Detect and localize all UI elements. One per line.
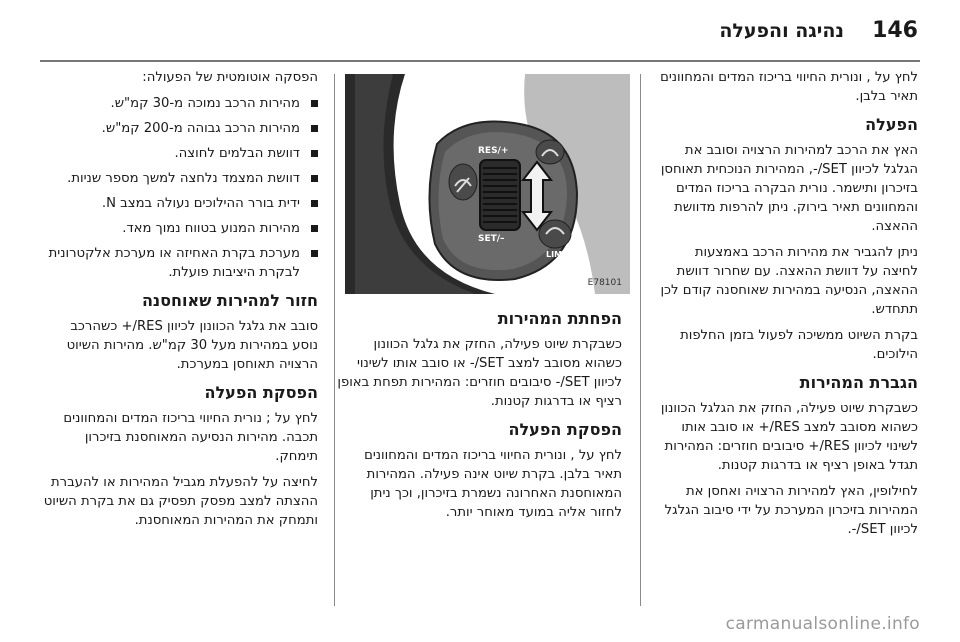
- deactivation-heading: הפסקת הפעלה: [508, 420, 622, 439]
- deactivation-heading: הפסקת הפעלה: [204, 383, 318, 402]
- chapter-title: נהיגה והפעלה: [719, 20, 844, 42]
- activation-paragraph: האץ את הרכב למהירות הרצויה וסובב את הגלגל לכיוון SET/-, המהירות הנוכחית תאוחסן בזיכרון ותישמר. נורית הבקרה בריכוז המדים והמחוונים תאיר בירוק. ניתן להרפות מדוושת ההאצה.: [660, 143, 918, 234]
- list-item: מהירות הרכב נמוכה מ-30 קמ"ש.: [42, 94, 318, 113]
- deactivation-paragraph: לחיצה על להפעלת מגביל המהירות או להעברת ההצתה למצב מפסק תפסיק גם את בקרת השיוט ותמחק את המהירות המאוחסנת.: [43, 475, 318, 528]
- res-label: RES/+: [478, 146, 509, 156]
- column-right: [656, 68, 918, 546]
- activation-paragraph: ניתן להגביר את מהירות הרכב באמצעות לחיצה על דוושת ההאצה. עם שחרור דוושת ההאצה, הנסיעה במהירות שאוחסנה קודם לכן תתחדש.: [660, 245, 918, 317]
- list-item: דוושת הבלמים לחוצה.: [42, 144, 318, 163]
- intro-paragraph: לחץ על , ונורית החיווי בריכוז המדים והמחוונים תאיר בלבן.: [660, 70, 918, 104]
- list-item: דוושת המצמד נלחצה למשך מספר שניות.: [42, 169, 318, 188]
- list-item: ידית בורר ההילוכים נעולה במצב N.: [42, 194, 318, 213]
- figure-code: E78101: [587, 278, 622, 288]
- auto-deactivation-list: [42, 94, 318, 282]
- list-item: מהירות הרכב גבוהה מ-200 קמ"ש.: [42, 119, 318, 138]
- steering-wheel-illustration: [345, 74, 630, 294]
- increase-speed-heading: הגברת המהירות: [799, 373, 918, 392]
- increase-speed-paragraph: כשבקרת שיוט פעילה, החזק את הגלגל הכוונון כשהוא מסובב למצב RES/+ או סובב אותו לשינוי לכיוון RES/+ סיבובים חוזרים: המהירות תגדל באופן רציף או בדרגות קטנות.: [660, 401, 918, 473]
- column-divider: [640, 74, 641, 606]
- list-item: מערכת בקרת האחיזה או מערכת אלקטרונית לבקרת היציבות פועלת.: [42, 244, 318, 282]
- lim-label: LIM: [546, 250, 563, 259]
- column-left: [42, 68, 318, 537]
- page-number: 146: [872, 18, 918, 43]
- page-header: [0, 14, 960, 54]
- activation-heading: הפעלה: [865, 115, 918, 134]
- deactivation-paragraph: לחץ על ; נורית החיווי בריכוז המדים והמחוונים תכבה. מהירות הנסיעה המאוחסנת בזיכרון תימחק.: [63, 411, 318, 464]
- watermark: carmanualsonline.info: [725, 614, 920, 634]
- decrease-speed-paragraph: כשבקרת שיוט פעילה, החזק את גלגל הכוונון כשהוא מסובב למצב SET/- או סובב אותו לשינוי לכיוון SET/- סיבובים חוזרים: המהירות תפחת באופן רציף או בדרגות קטנות.: [337, 337, 622, 409]
- set-label: SET/–: [478, 234, 505, 244]
- auto-deactivation-intro: הפסקה אוטומטית של הפעולה:: [142, 70, 318, 85]
- header-rule: [40, 60, 920, 62]
- resume-speed-paragraph: סובב את גלגל הכוונון לכיוון RES/+ כשהרכב נוסע במהירות מעל 30 קמ"ש. מהירות השיוט הרצויה תאוחסן במערכת.: [66, 319, 318, 372]
- deactivation-paragraph: לחץ על , ונורית החיווי בריכוז המדים והמחוונים תאיר בלבן. בקרת שיוט אינה פעילה. המהירות המאוחסנת האחרונה נשמרת בזיכרון, וכך ניתן לחזור אליה במועד מאוחר יותר.: [364, 448, 622, 520]
- activation-paragraph: בקרת השיוט ממשיכה לפעול בזמן החלפות הילוכים.: [680, 328, 918, 362]
- steering-wheel-controls-figure: [345, 74, 630, 294]
- column-middle: [336, 300, 622, 529]
- resume-speed-heading: חזור למהירות שאוחסנה: [141, 291, 318, 310]
- column-divider: [334, 74, 335, 606]
- list-item: מהירות המנוע בטווח נמוך מאד.: [42, 219, 318, 238]
- increase-speed-paragraph: לחילופין, האץ למהירות הרצויה ואחסן את המהירות בזיכרון המערכת על ידי סיבוב הגלגל לכיוון SET/-.: [664, 484, 918, 537]
- decrease-speed-heading: הפחתת המהירות: [497, 309, 622, 328]
